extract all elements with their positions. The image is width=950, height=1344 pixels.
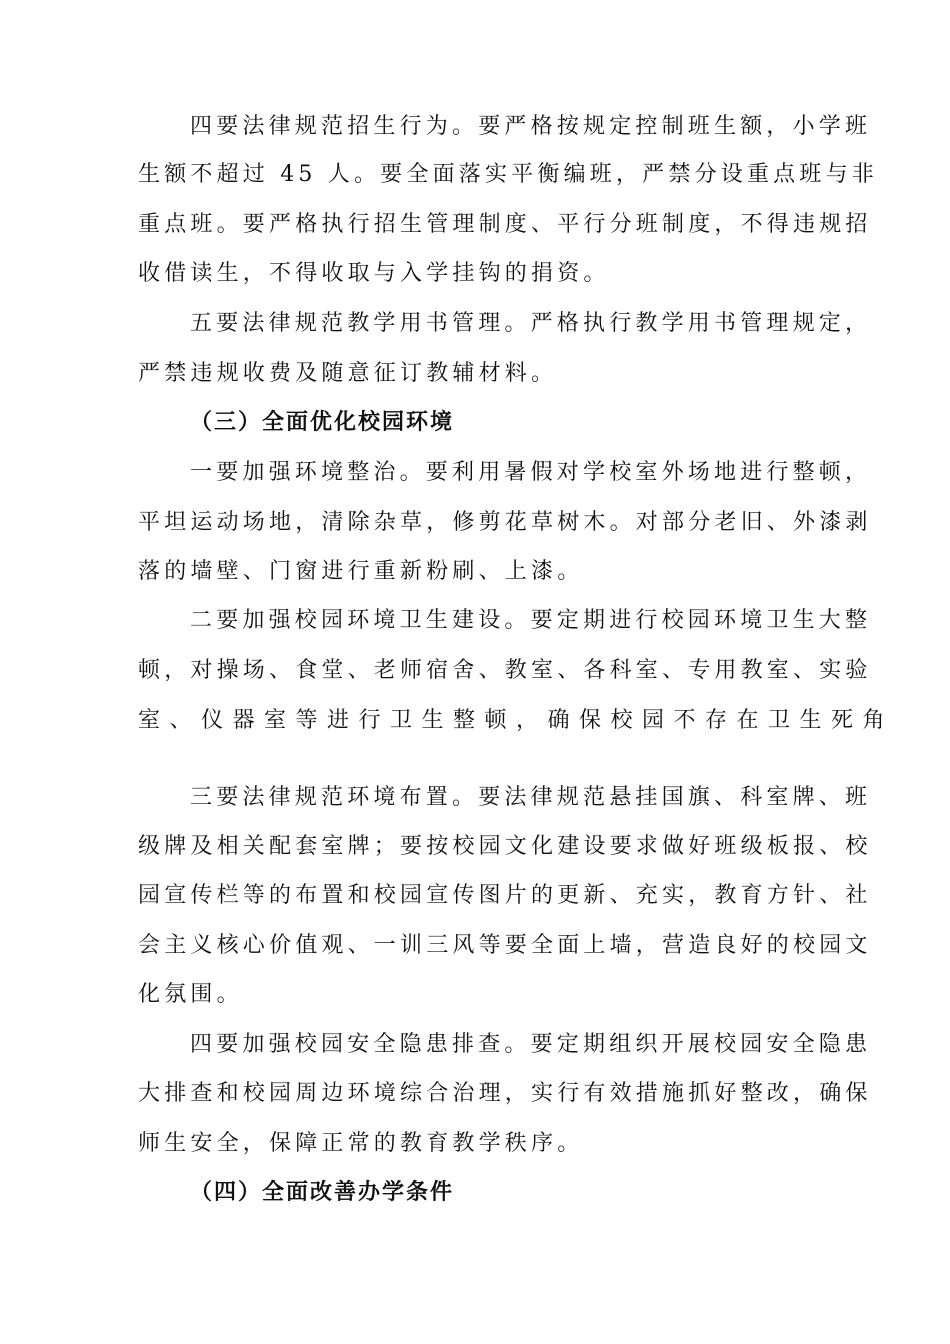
- paragraph-line: 五要法律规范教学用书管理。严格执行教学用书管理规定，: [190, 311, 872, 336]
- paragraph-line: 一要加强环境整治。要利用暑假对学校室外场地进行整顿，: [190, 460, 872, 485]
- paragraph-line: 三要法律规范环境布置。要法律规范悬挂国旗、科室牌、班: [190, 785, 872, 810]
- paragraph-line: 重点班。要严格执行招生管理制度、平行分班制度，不得违规招: [138, 212, 872, 237]
- paragraph-line: 园宣传栏等的布置和校园宣传图片的更新、充实，教育方针、社: [138, 883, 872, 908]
- section-heading: （三）全面优化校园环境: [190, 410, 455, 435]
- paragraph-line: 会主义核心价值观、一训三风等要全面上墙，营造良好的校园文: [138, 933, 872, 958]
- paragraph-line: 室、仪器室等进行卫生整顿，确保校园不存在卫生死角: [138, 708, 895, 733]
- paragraph-line: 化氛围。: [138, 982, 243, 1007]
- paragraph-line: 级牌及相关配套室牌；要按校园文化建设要求做好班级板报、校: [138, 834, 872, 859]
- paragraph-line: 生额不超过 45 人。要全面落实平衡编班，严禁分设重点班与非: [138, 162, 878, 187]
- paragraph-line: 严禁违规收费及随意征订教辅材料。: [138, 361, 558, 386]
- paragraph-line: 四要加强校园安全隐患排查。要定期组织开展校园安全隐患: [190, 1032, 872, 1057]
- paragraph-line: 收借读生，不得收取与入学挂钩的捐资。: [138, 261, 610, 286]
- paragraph-line: 大排查和校园周边环境综合治理，实行有效措施抓好整改，确保: [138, 1081, 872, 1106]
- paragraph-line: 平坦运动场地，清除杂草，修剪花草树木。对部分老旧、外漆剥: [138, 510, 872, 535]
- section-heading: （四）全面改善办学条件: [190, 1180, 455, 1205]
- paragraph-line: 师生安全，保障正常的教育教学秩序。: [138, 1131, 584, 1156]
- paragraph-line: 二要加强校园环境卫生建设。要定期进行校园环境卫生大整: [190, 608, 872, 633]
- paragraph-line: 四要法律规范招生行为。要严格按规定控制班生额，小学班: [190, 114, 872, 139]
- paragraph-line: 顿，对操场、食堂、老师宿舍、教室、各科室、专用教室、实验: [138, 658, 872, 683]
- paragraph-line: 落的墙壁、门窗进行重新粉刷、上漆。: [138, 559, 584, 584]
